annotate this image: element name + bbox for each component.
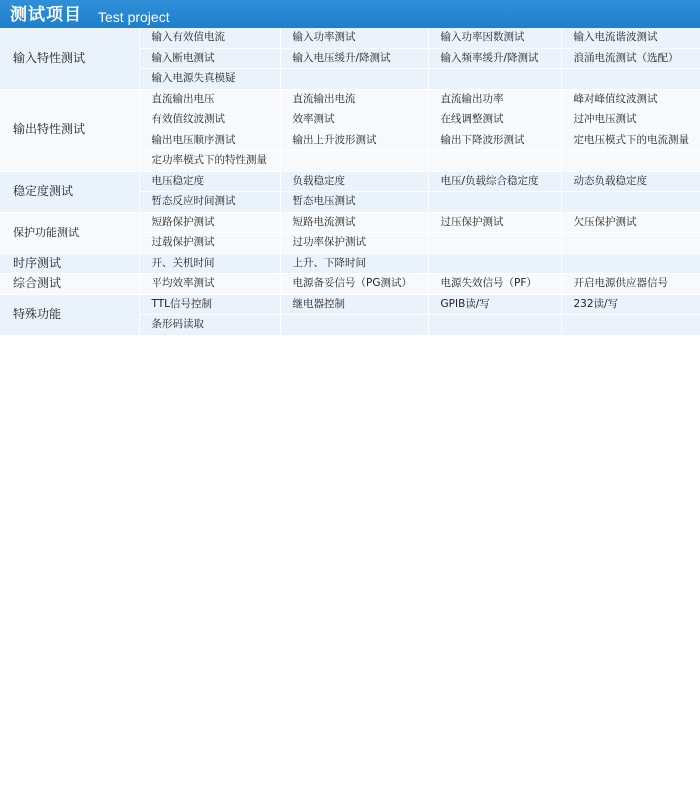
table-row — [0, 28, 700, 48]
test-item-cell: 有效值纹波测试 — [139, 110, 280, 131]
test-item-cell: 232读/写 — [561, 294, 700, 315]
test-item-cell — [428, 315, 561, 336]
test-item-cell: GPIB读/写 — [428, 294, 561, 315]
test-item-cell — [561, 253, 700, 274]
test-item-cell: 输出下降波形测试 — [428, 130, 561, 151]
test-items-body — [0, 28, 700, 335]
test-item-cell: 上升、下降时间 — [280, 253, 428, 274]
test-item-cell: TTL信号控制 — [139, 294, 280, 315]
table-row — [0, 274, 700, 295]
test-item-cell — [280, 69, 428, 90]
test-item-cell: 输入功率测试 — [280, 28, 428, 48]
table-row — [0, 253, 700, 274]
page-header — [0, 0, 700, 28]
test-item-cell: 过功率保护测试 — [280, 233, 428, 254]
test-item-cell — [428, 69, 561, 90]
test-item-cell: 动态负载稳定度 — [561, 171, 700, 192]
test-item-cell: 继电器控制 — [280, 294, 428, 315]
test-item-cell — [561, 192, 700, 213]
test-item-cell: 条形码读取 — [139, 315, 280, 336]
test-item-cell: 欠压保护测试 — [561, 212, 700, 233]
table-row — [0, 171, 700, 192]
test-item-cell: 输入断电测试 — [139, 48, 280, 69]
test-item-cell: 电压/负载综合稳定度 — [428, 171, 561, 192]
test-item-cell — [561, 233, 700, 254]
test-item-cell: 开启电源供应器信号 — [561, 274, 700, 295]
test-item-cell: 输入功率因数测试 — [428, 28, 561, 48]
test-item-cell: 电压稳定度 — [139, 171, 280, 192]
test-item-cell — [428, 233, 561, 254]
test-item-cell: 定电压模式下的电流测量 — [561, 130, 700, 151]
test-item-cell: 直流输出电流 — [280, 89, 428, 110]
test-item-cell: 短路保护测试 — [139, 212, 280, 233]
test-item-cell: 输出电压顺序测试 — [139, 130, 280, 151]
test-item-cell: 过载保护测试 — [139, 233, 280, 254]
category-label: 保护功能测试 — [0, 212, 139, 253]
test-item-cell: 直流输出功率 — [428, 89, 561, 110]
test-item-cell: 暂态反应时间测试 — [139, 192, 280, 213]
category-label: 稳定度测试 — [0, 171, 139, 212]
test-item-cell: 输入有效值电流 — [139, 28, 280, 48]
test-item-cell: 直流输出电压 — [139, 89, 280, 110]
test-item-cell: 输入电源失真模疑 — [139, 69, 280, 90]
test-item-cell: 输入电压缓升/降测试 — [280, 48, 428, 69]
test-item-cell: 峰对峰值纹波测试 — [561, 89, 700, 110]
test-item-cell — [561, 151, 700, 172]
test-item-cell: 过冲电压测试 — [561, 110, 700, 131]
test-item-cell — [428, 253, 561, 274]
test-item-cell — [280, 151, 428, 172]
category-label: 输出特性测试 — [0, 89, 139, 171]
table-row — [0, 294, 700, 315]
test-item-cell — [428, 192, 561, 213]
category-label: 综合测试 — [0, 274, 139, 295]
test-item-cell: 负载稳定度 — [280, 171, 428, 192]
test-item-cell: 过压保护测试 — [428, 212, 561, 233]
test-item-cell: 效率测试 — [280, 110, 428, 131]
test-item-cell: 电源失效信号（PF） — [428, 274, 561, 295]
test-item-cell: 浪涌电流测试（选配） — [561, 48, 700, 69]
category-label: 特殊功能 — [0, 294, 139, 335]
test-items-table — [0, 28, 700, 336]
header-title-en: Test project — [98, 9, 170, 25]
test-item-cell: 输入电流谐波测试 — [561, 28, 700, 48]
test-item-cell: 输出上升波形测试 — [280, 130, 428, 151]
test-item-cell: 电源备妥信号（PG测试） — [280, 274, 428, 295]
table-row — [0, 212, 700, 233]
test-item-cell — [561, 69, 700, 90]
test-item-cell: 定功率模式下的特性测量 — [139, 151, 280, 172]
test-item-cell: 在线调整测试 — [428, 110, 561, 131]
test-item-cell: 暂态电压测试 — [280, 192, 428, 213]
table-row — [0, 89, 700, 110]
test-item-cell: 开、关机时间 — [139, 253, 280, 274]
test-item-cell: 平均效率测试 — [139, 274, 280, 295]
test-item-cell: 短路电流测试 — [280, 212, 428, 233]
category-label: 时序测试 — [0, 253, 139, 274]
category-label: 输入特性测试 — [0, 28, 139, 89]
test-item-cell — [561, 315, 700, 336]
test-item-cell — [428, 151, 561, 172]
header-title-zh: 测试项目 — [10, 5, 82, 25]
test-item-cell — [280, 315, 428, 336]
test-item-cell: 输入频率缓升/降测试 — [428, 48, 561, 69]
